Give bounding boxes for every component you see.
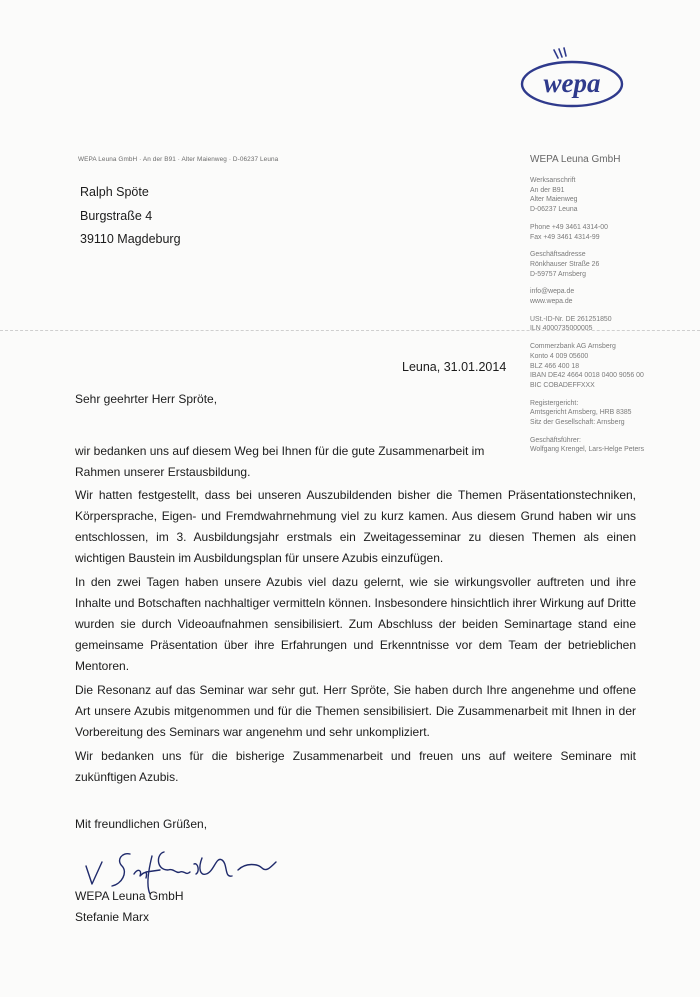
sidebar-line: Werksanschrift (530, 177, 576, 184)
sidebar-line: An der B91 (530, 186, 565, 194)
closing-phrase: Mit freundlichen Grüßen, (75, 817, 208, 831)
sidebar-line: www.wepa.de (530, 298, 573, 306)
sidebar-works-address (530, 176, 695, 215)
signatory-name: Stefanie Marx (75, 910, 150, 924)
sidebar-line: Konto 4 009 05600 (530, 352, 589, 360)
sidebar-line: Sitz der Gesellschaft: Arnsberg (530, 419, 625, 427)
sidebar-web (530, 287, 695, 306)
sidebar-business-address (530, 250, 695, 279)
body-paragraph: In den zwei Tagen haben unsere Azubis viel dazu gelernt, wie sie wirkungsvoller auftreten und ihre Inhalte und Botschaften nachhaltiger vermitteln können. Insbesondere hinsichtlich ihrer Wirkung auf Dritte wurden sie durch Videoaufnahmen sensibilisiert. Zum Abschluss der beiden Seminartage stand eine gemeinsame Präsentation über ihre Erfahrungen und Erkenntnisse vor dem Team der betrieblichen Mentoren. (75, 575, 636, 673)
signatory-company: WEPA Leuna GmbH (75, 889, 184, 903)
sidebar-line: info@wepa.de (530, 288, 575, 296)
wepa-logo (518, 44, 626, 114)
sidebar-phone (530, 223, 695, 242)
sidebar-line: ILN 4000735000005 (530, 325, 593, 333)
recipient-street: Burgstraße 4 (80, 208, 153, 223)
letter-date: Leuna, 31.01.2014 (402, 360, 507, 374)
sidebar-line: Amtsgericht Arnsberg, HRB 8385 (530, 409, 632, 417)
recipient-name: Ralph Spöte (80, 185, 149, 199)
body-paragraph: wir bedanken uns auf diesem Weg bei Ihnen für die gute Zusammenarbeit im Rahmen unserer Erstausbildung. (75, 444, 485, 479)
recipient-city: 39110 Magdeburg (80, 232, 181, 246)
sidebar-line: Phone +49 3461 4314-00 (530, 223, 608, 231)
logo-wordmark: wepa (543, 68, 601, 98)
body-paragraph: Wir bedanken uns für die bisherige Zusammenarbeit und freuen uns auf weitere Seminare mit zukünftigen Azubis. (75, 749, 636, 784)
sidebar-ids (530, 315, 695, 334)
body-paragraph: Wir hatten festgestellt, dass bei unseren Auszubildenden bisher die Themen Präsentationstechniken, Körpersprache, Eigen- und Fremdwahrnehmung viel zu kurz kamen. Aus diesem Grund haben wir uns entschlossen, im 3. Ausbildungsjahr erstmals ein Zweitagesseminar zu diesen Themen als einen wichtigen Baustein im Ausbildungsplan für unsere Azubis einzufügen. (75, 488, 636, 565)
salutation: Sehr geehrter Herr Spröte, (75, 392, 218, 406)
body-paragraph: Die Resonanz auf das Seminar war sehr gut. Herr Spröte, Sie haben durch Ihre angenehme und offene Art unsere Azubis mitgenommen und für die Themen sensibilisiert. Die Zusammenarbeit mit Ihnen in der Vorbereitung des Seminars war angenehm und sehr unkompliziert. (75, 683, 636, 739)
sidebar-management (530, 436, 695, 455)
sidebar-line: Commerzbank AG Arnsberg (530, 343, 616, 351)
sidebar-line: Geschäftsadresse (530, 251, 586, 259)
sidebar-company-name: WEPA Leuna GmbH (530, 154, 621, 165)
sidebar-line: BLZ 466 400 18 (530, 362, 580, 370)
sidebar-line: IBAN DE42 4664 0018 0400 9056 00 (530, 372, 644, 380)
company-info-sidebar (530, 154, 695, 463)
sidebar-line: BIC COBADEFFXXX (530, 381, 595, 389)
sidebar-line: D-59757 Arnsberg (530, 270, 586, 278)
sidebar-line: Wolfgang Krengel, Lars-Helge Peters (530, 446, 645, 454)
sidebar-line: Geschäftsführer: (530, 436, 581, 444)
recipient-address (80, 181, 181, 252)
sidebar-line: Rönkhauser Straße 26 (530, 260, 600, 268)
sidebar-line: Registergericht: (530, 399, 579, 407)
sidebar-register (530, 399, 695, 428)
sidebar-bank (530, 342, 695, 391)
sidebar-line: D-06237 Leuna (530, 206, 578, 214)
sidebar-line: Alter Maienweg (530, 196, 578, 204)
sender-return-address: WEPA Leuna GmbH · An der B91 · Alter Maienweg · D-06237 Leuna (78, 156, 279, 163)
sidebar-line: USt.-ID-Nr. DE 261251850 (530, 315, 612, 323)
sidebar-line: Fax +49 3461 4314-99 (530, 233, 600, 241)
